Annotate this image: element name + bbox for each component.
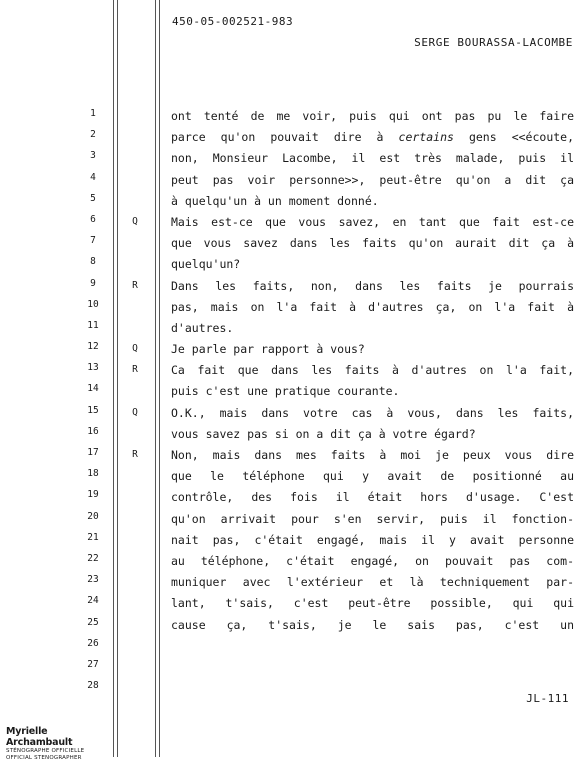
line-number: 21	[87, 531, 99, 543]
transcript-line	[0, 170, 585, 191]
speaker-marker: Q	[132, 406, 138, 418]
line-text: muniquer avec l'extérieur et là techniquement par-	[171, 575, 574, 590]
line-number: 7	[90, 235, 96, 247]
line-number: 20	[87, 510, 99, 522]
transcript-line	[0, 127, 585, 148]
line-number: 28	[87, 680, 99, 692]
line-text: Je parle par rapport à vous?	[171, 342, 365, 357]
line-number: 26	[87, 637, 99, 649]
speaker-marker: R	[132, 449, 138, 460]
transcript-line	[0, 509, 585, 530]
line-number: 14	[87, 383, 99, 395]
line-text: cause ça, t'sais, je le sais pas, c'est un	[171, 617, 574, 632]
line-number: 12	[87, 341, 99, 353]
line-text: à quelqu'un à un moment donné.	[171, 193, 379, 208]
speaker-marker: Q	[132, 343, 138, 355]
transcript-line	[0, 657, 585, 678]
line-number: 3	[90, 150, 96, 162]
transcript-line	[0, 212, 585, 233]
transcript-line	[0, 530, 585, 551]
line-number: 24	[87, 595, 99, 607]
line-number: 8	[90, 256, 96, 268]
line-text: Dans les faits, non, dans les faits je pourrais	[171, 278, 574, 293]
transcript-line	[0, 615, 585, 636]
line-number: 2	[90, 129, 96, 141]
line-number: 4	[90, 171, 96, 183]
line-text: pas, mais on l'a fait à d'autres ça, on l'a fait à	[171, 299, 574, 314]
line-text: parce qu'on pouvait dire à certains gens <<écoute,	[171, 130, 575, 145]
line-text: ont tenté de me voir, puis qui ont pas pu le faire	[171, 109, 574, 123]
transcript-line	[0, 276, 585, 297]
reporter-title-en: OFFICIAL STENOGRAPHER	[6, 755, 82, 761]
line-number: 22	[87, 552, 99, 564]
transcript-line	[0, 593, 585, 614]
line-text: lant, t'sais, c'est peut-être possible, qui qui	[171, 596, 574, 611]
line-text: quelqu'un?	[171, 257, 241, 272]
line-number: 15	[87, 404, 99, 416]
transcript-line	[0, 233, 585, 254]
line-text: au téléphone, c'était engagé, on pouvait pas com-	[171, 553, 574, 568]
transcript-line	[0, 445, 585, 466]
line-text: que vous savez dans les faits qu'on aurait dit ça à	[171, 236, 574, 251]
transcript-line	[0, 572, 585, 593]
transcript-line	[0, 381, 585, 402]
transcript-line	[0, 403, 585, 424]
line-number: 17	[87, 447, 99, 458]
line-text: Mais est-ce que vous savez, en tant que fait est-ce	[171, 214, 574, 229]
transcript-line	[0, 551, 585, 572]
line-text: d'autres.	[171, 320, 234, 335]
line-number: 18	[87, 468, 99, 480]
line-number: 5	[90, 192, 96, 204]
transcript-line	[0, 424, 585, 445]
line-text: Ca fait que dans les faits à d'autres on l'a fait,	[171, 363, 574, 378]
transcript-line	[0, 678, 585, 699]
line-number: 10	[87, 298, 99, 310]
line-number: 6	[90, 213, 96, 225]
transcript-line	[0, 339, 585, 360]
line-text: contrôle, des fois il était hors d'usage. C'est	[171, 490, 574, 505]
line-number: 23	[87, 574, 99, 586]
transcript-line	[0, 360, 585, 381]
transcript-line	[0, 254, 585, 275]
line-text: non, Monsieur Lacombe, il est très malade, puis il	[171, 151, 574, 166]
transcript-line	[0, 297, 585, 318]
page-code: JL-111	[526, 692, 569, 705]
speaker-marker: R	[132, 364, 138, 376]
transcript-line	[0, 106, 585, 127]
line-number: 9	[90, 277, 96, 289]
transcript-lines	[0, 106, 585, 699]
line-text: peut pas voir personne>>, peut-être qu'on a dit ça	[171, 172, 574, 187]
line-text: O.K., mais dans votre cas à vous, dans les faits,	[171, 405, 574, 420]
line-text: Non, mais dans mes faits à moi je peux vous dire	[171, 448, 574, 462]
speaker-marker: Q	[132, 215, 138, 227]
line-text: qu'on arrivait pour s'en servir, puis il fonction-	[171, 511, 574, 526]
reporter-title-fr: STÉNOGRAPHE OFFICIELLE	[6, 748, 85, 754]
line-number: 19	[87, 489, 99, 501]
case-number: 450-05-002521-983	[172, 15, 294, 28]
reporter-name: Myrielle Archambault	[6, 726, 73, 748]
line-number: 13	[87, 362, 99, 374]
transcript-line	[0, 148, 585, 169]
transcript-line	[0, 487, 585, 508]
line-text: que le téléphone qui y avait de positionné au	[171, 469, 574, 484]
transcript-line	[0, 636, 585, 657]
transcript-line	[0, 191, 585, 212]
line-number: 1	[90, 108, 96, 119]
witness-name: SERGE BOURASSA-LACOMBE	[414, 36, 573, 49]
speaker-marker: R	[132, 279, 138, 291]
line-number: 27	[87, 658, 99, 670]
line-number: 16	[87, 425, 99, 437]
line-number: 11	[87, 319, 99, 331]
transcript-line	[0, 466, 585, 487]
line-text: nait pas, c'était engagé, mais il y avait personne	[171, 532, 574, 547]
line-text: vous savez pas si on a dit ça à votre égard?	[171, 426, 476, 441]
transcript-line	[0, 318, 585, 339]
line-number: 25	[87, 616, 99, 628]
line-text: puis c'est une pratique courante.	[171, 384, 400, 399]
